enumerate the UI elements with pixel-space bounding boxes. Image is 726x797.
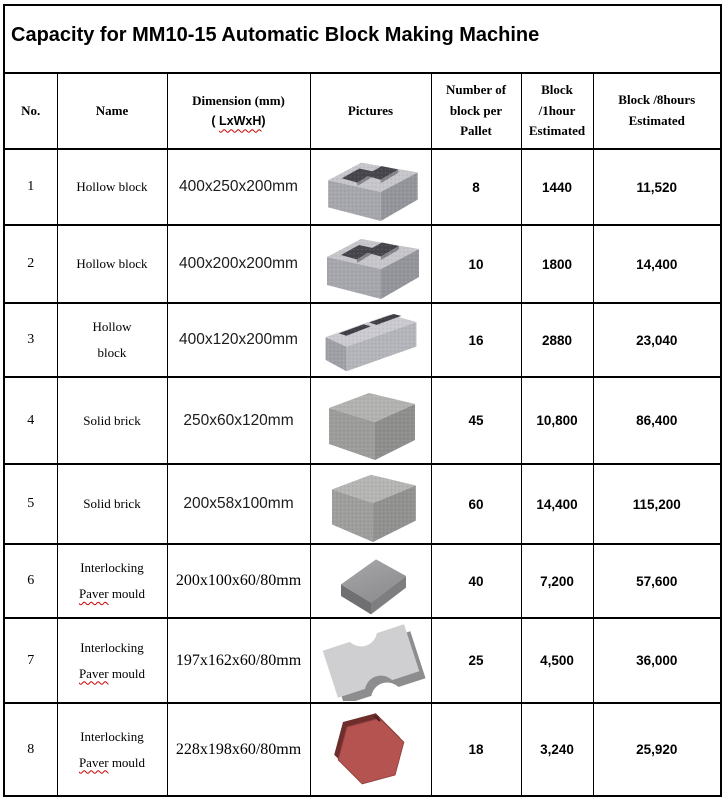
- blocks-per-pallet: 60: [431, 464, 521, 544]
- col-header-per-hour: Block /1hour Estimated: [521, 73, 593, 149]
- blocks-per-hour: 14,400: [521, 464, 593, 544]
- table-row: [4, 618, 721, 703]
- blocks-per-pallet: 8: [431, 149, 521, 225]
- blocks-per-hour: 3,240: [521, 703, 593, 796]
- block-name: Interlocking Paver mould: [57, 618, 167, 703]
- row-number: 1: [4, 149, 57, 225]
- blocks-per-8hours: 86,400: [593, 377, 721, 464]
- table-row: [4, 225, 721, 303]
- hollow-block-photo: [315, 227, 427, 301]
- hollow-block-photo: [315, 151, 427, 223]
- row-number: 4: [4, 377, 57, 464]
- col-header-per-pallet: Number of block per Pallet: [431, 73, 521, 149]
- dogbone-paver-photo: [315, 621, 427, 701]
- blocks-per-8hours: 23,040: [593, 303, 721, 377]
- spellcheck-squiggle: Paver: [78, 586, 109, 601]
- picture-cell: [310, 225, 431, 303]
- picture-cell: [310, 703, 431, 796]
- dimension-value: 200x58x100mm: [167, 464, 310, 544]
- blocks-per-pallet: 16: [431, 303, 521, 377]
- dimension-value: 400x200x200mm: [167, 225, 310, 303]
- row-number: 8: [4, 703, 57, 796]
- blocks-per-hour: 1440: [521, 149, 593, 225]
- dimension-value: 197x162x60/80mm: [167, 618, 310, 703]
- picture-cell: [310, 149, 431, 225]
- col-header-no: No.: [4, 73, 57, 149]
- blocks-per-pallet: 45: [431, 377, 521, 464]
- solid-brick-photo: [315, 466, 427, 542]
- row-number: 7: [4, 618, 57, 703]
- col-header-name: Name: [57, 73, 167, 149]
- table-row: [4, 544, 721, 618]
- col-header-per-8hours: Block /8hours Estimated: [593, 73, 721, 149]
- hexagon-paver-photo: [315, 706, 427, 794]
- block-name: Hollow block: [57, 225, 167, 303]
- dimension-value: 250x60x120mm: [167, 377, 310, 464]
- blocks-per-hour: 4,500: [521, 618, 593, 703]
- blocks-per-8hours: 36,000: [593, 618, 721, 703]
- row-number: 2: [4, 225, 57, 303]
- spellcheck-squiggle: Paver: [78, 665, 109, 681]
- row-number: 3: [4, 303, 57, 377]
- blocks-per-hour: 7,200: [521, 544, 593, 618]
- blocks-per-8hours: 25,920: [593, 703, 721, 796]
- dimension-value: 228x198x60/80mm: [167, 703, 310, 796]
- block-name: Solid brick: [57, 464, 167, 544]
- row-number: 6: [4, 544, 57, 618]
- table-row: [4, 149, 721, 225]
- partition-hollow-block-photo: [315, 305, 427, 375]
- blocks-per-8hours: 57,600: [593, 544, 721, 618]
- picture-cell: [310, 544, 431, 618]
- dimension-value: 400x120x200mm: [167, 303, 310, 377]
- block-name: Interlocking Paver mould: [57, 703, 167, 796]
- dimension-value: 200x100x60/80mm: [167, 544, 310, 618]
- table-row: [4, 377, 721, 464]
- blocks-per-hour: 2880: [521, 303, 593, 377]
- rectangular-paver-photo: [315, 546, 427, 616]
- picture-cell: [310, 618, 431, 703]
- blocks-per-8hours: 14,400: [593, 225, 721, 303]
- spellcheck-squiggle: Paver: [78, 754, 109, 770]
- blocks-per-hour: 1800: [521, 225, 593, 303]
- table-row: [4, 303, 721, 377]
- page-title: Capacity for MM10-15 Automatic Block Making Machine: [4, 5, 721, 73]
- blocks-per-pallet: 25: [431, 618, 521, 703]
- blocks-per-pallet: 40: [431, 544, 521, 618]
- blocks-per-hour: 10,800: [521, 377, 593, 464]
- blocks-per-pallet: 10: [431, 225, 521, 303]
- row-number: 5: [4, 464, 57, 544]
- header-row: [4, 73, 721, 149]
- picture-cell: [310, 303, 431, 377]
- solid-brick-photo: [315, 380, 427, 462]
- blocks-per-pallet: 18: [431, 703, 521, 796]
- capacity-table: [3, 4, 722, 797]
- col-header-dimension: Dimension (mm) ( LxWxH): [167, 73, 310, 149]
- table-row: [4, 464, 721, 544]
- dimension-value: 400x250x200mm: [167, 149, 310, 225]
- table-row: [4, 703, 721, 796]
- blocks-per-8hours: 11,520: [593, 149, 721, 225]
- block-name: Interlocking Paver mould: [57, 544, 167, 618]
- col-header-pictures: Pictures: [310, 73, 431, 149]
- block-name: Hollow block: [57, 303, 167, 377]
- block-name: Solid brick: [57, 377, 167, 464]
- block-name: Hollow block: [57, 149, 167, 225]
- blocks-per-8hours: 115,200: [593, 464, 721, 544]
- spellcheck-squiggle: LxWxH: [219, 114, 262, 129]
- picture-cell: [310, 464, 431, 544]
- picture-cell: [310, 377, 431, 464]
